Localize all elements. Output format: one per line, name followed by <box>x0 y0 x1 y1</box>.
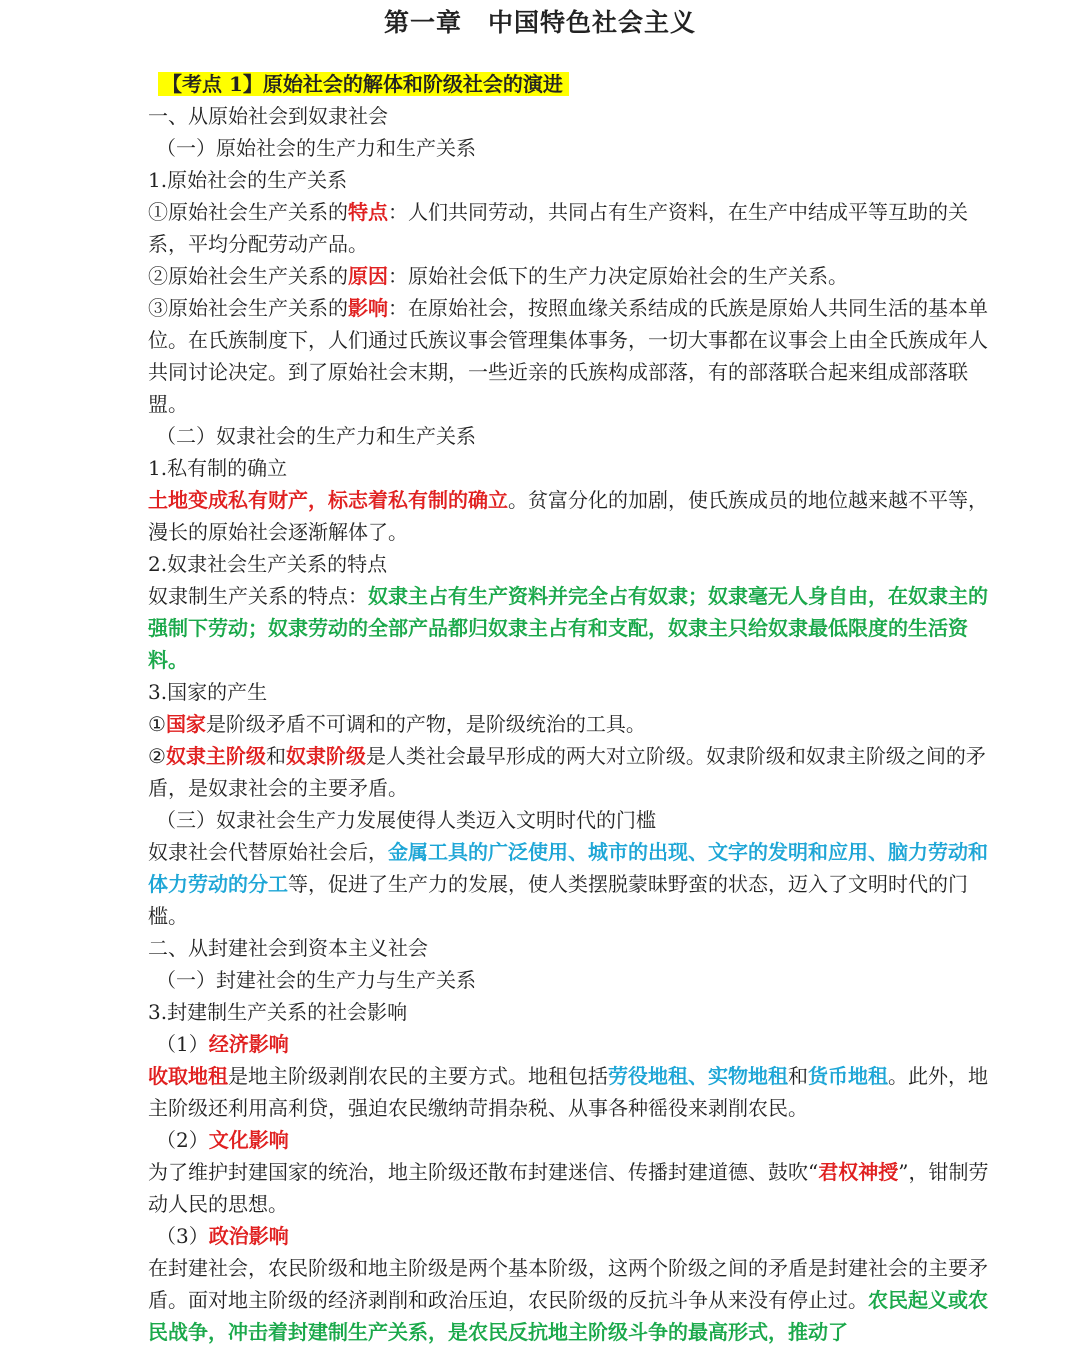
highlighted-text: 土地变成私有财产，标志着私有制的确立 <box>148 488 508 512</box>
text-run: 2.奴隶社会生产关系的特点 <box>148 552 388 576</box>
paragraph <box>148 996 1000 1028</box>
text-run: （1） <box>156 1032 209 1056</box>
text-run: 和 <box>265 744 286 768</box>
paragraph <box>148 580 1000 676</box>
text-run: 一、从原始社会到奴隶社会 <box>148 104 388 128</box>
text-run: ①原始社会生产关系的 <box>148 200 348 224</box>
paragraph <box>148 676 1000 708</box>
text-run: ③原始社会生产关系的 <box>148 296 348 320</box>
text-run: 等，促进了生产力的发展，使人类摆脱蒙昧野蛮的状态，迈入了文明时代的门槛。 <box>148 872 968 928</box>
paragraph <box>148 484 1000 548</box>
text-run: 是地主阶级剥削农民的主要方式。地租包括 <box>228 1064 608 1088</box>
paragraph <box>148 100 1000 132</box>
highlighted-text: 政治影响 <box>208 1224 289 1248</box>
text-run: （一）封建社会的生产力与生产关系 <box>156 968 476 992</box>
text-run: （二）奴隶社会的生产力和生产关系 <box>156 424 476 448</box>
text-run: ②原始社会生产关系的 <box>148 264 348 288</box>
text-run: 在封建社会，农民阶级和地主阶级是两个基本阶级，这两个阶级之间的矛盾是封建社会的主要矛盾。面对地主阶级的经济剥削和政治压迫，农民阶级的反抗斗争从来没有停止过。 <box>148 1256 988 1312</box>
highlighted-text: 经济影响 <box>208 1032 289 1056</box>
text-run: （三）奴隶社会生产力发展使得人类迈入文明时代的门槛 <box>156 808 656 832</box>
paragraph <box>148 164 1000 196</box>
document-body <box>148 68 1000 1348</box>
text-run: 二、从封建社会到资本主义社会 <box>148 936 428 960</box>
text-run: 3.封建制生产关系的社会影响 <box>148 1000 408 1024</box>
text-run: （一）原始社会的生产力和生产关系 <box>156 136 476 160</box>
paragraph <box>148 196 1000 260</box>
highlighted-text: 国家 <box>165 712 206 736</box>
text-run: ：人们共同劳动，共同占有生产资料，在生产中结成平等互助的关系，平均分配劳动产品。 <box>148 200 968 256</box>
paragraph <box>148 932 1000 964</box>
text-run: 。贫富分化的加剧，使氏族成员的地位越来越不平等，漫长的原始社会逐渐解体了。 <box>148 488 988 544</box>
text-run: ① <box>148 712 166 736</box>
paragraph <box>148 548 1000 580</box>
highlighted-text: 奴隶主占有生产资料并完全占有奴隶；奴隶毫无人身自由，在奴隶主的强制下劳动；奴隶劳动的全部产品都归奴隶主占有和支配，奴隶主只给奴隶最低限度的生活资料。 <box>148 584 988 672</box>
highlighted-text: 奴隶主阶级 <box>165 744 266 768</box>
paragraph <box>148 260 1000 292</box>
text-run: （3） <box>156 1224 209 1248</box>
exam-point-heading: 【考点 1】原始社会的解体和阶级社会的演进 <box>158 72 569 96</box>
page-title: 第一章 中国特色社会主义 <box>383 8 696 37</box>
text-run: ”，钳制劳动人民的思想。 <box>148 1160 989 1216</box>
paragraph <box>148 964 1000 996</box>
text-run: ② <box>148 744 166 768</box>
paragraph <box>148 1060 1000 1124</box>
text-run: 1.私有制的确立 <box>148 456 288 480</box>
text-run: ：在原始社会，按照血缘关系结成的氏族是原始人共同生活的基本单位。在氏族制度下，人们通过氏族议事会管理集体事务，一切大事都在议事会上由全氏族成年人共同讨论决定。到了原始社会末期，一些近亲的氏族构成部落，有的部落联合起来组成部落联盟。 <box>148 296 988 416</box>
paragraph <box>148 804 1000 836</box>
paragraph <box>148 708 1000 740</box>
paragraph <box>148 1124 1000 1156</box>
highlighted-text: 特点 <box>348 200 388 224</box>
paragraph <box>148 836 1000 932</box>
highlighted-text: 收取地租 <box>148 1064 228 1088</box>
highlighted-text: 奴隶阶级 <box>285 744 366 768</box>
text-run: 为了维护封建国家的统治，地主阶级还散布封建迷信、传播封建道德、鼓吹“ <box>148 1160 819 1184</box>
paragraph <box>148 740 1000 804</box>
text-run: （2） <box>156 1128 209 1152</box>
paragraph <box>148 1028 1000 1060</box>
highlighted-text: 金属工具的广泛使用、城市的出现、文字的发明和应用、脑力劳动和体力劳动的分工 <box>148 840 988 896</box>
text-run: 和 <box>788 1064 808 1088</box>
highlighted-text: 君权神授 <box>818 1160 899 1184</box>
text-run: 是阶级矛盾不可调和的产物，是阶级统治的工具。 <box>205 712 646 736</box>
text-run: 1.原始社会的生产关系 <box>148 168 348 192</box>
paragraph <box>148 1220 1000 1252</box>
paragraph <box>148 132 1000 164</box>
paragraph <box>148 1252 1000 1348</box>
paragraph <box>148 1156 1000 1220</box>
text-run: 奴隶制生产关系的特点： <box>148 584 368 608</box>
paragraph <box>148 420 1000 452</box>
paragraph <box>148 292 1000 420</box>
highlighted-text: 影响 <box>348 296 388 320</box>
highlighted-text: 农民起义或农民战争，冲击着封建制生产关系，是农民反抗地主阶级斗争的最高形式，推动了 <box>148 1288 988 1344</box>
paragraph <box>148 452 1000 484</box>
text-run: 3.国家的产生 <box>148 680 268 704</box>
text-run: 是人类社会最早形成的两大对立阶级。奴隶阶级和奴隶主阶级之间的矛盾，是奴隶社会的主要矛盾。 <box>148 744 986 800</box>
highlighted-text: 货币地租 <box>808 1064 888 1088</box>
text-run: ：原始社会低下的生产力决定原始社会的生产关系。 <box>388 264 848 288</box>
highlighted-text: 原因 <box>348 264 388 288</box>
text-run: 奴隶社会代替原始社会后， <box>148 840 388 864</box>
paragraph <box>148 68 1000 100</box>
highlighted-text: 文化影响 <box>208 1128 289 1152</box>
highlighted-text: 劳役地租、实物地租 <box>608 1064 788 1088</box>
text-run: 。此外，地主阶级还利用高利贷，强迫农民缴纳苛捐杂税、从事各种徭役来剥削农民。 <box>148 1064 988 1120</box>
